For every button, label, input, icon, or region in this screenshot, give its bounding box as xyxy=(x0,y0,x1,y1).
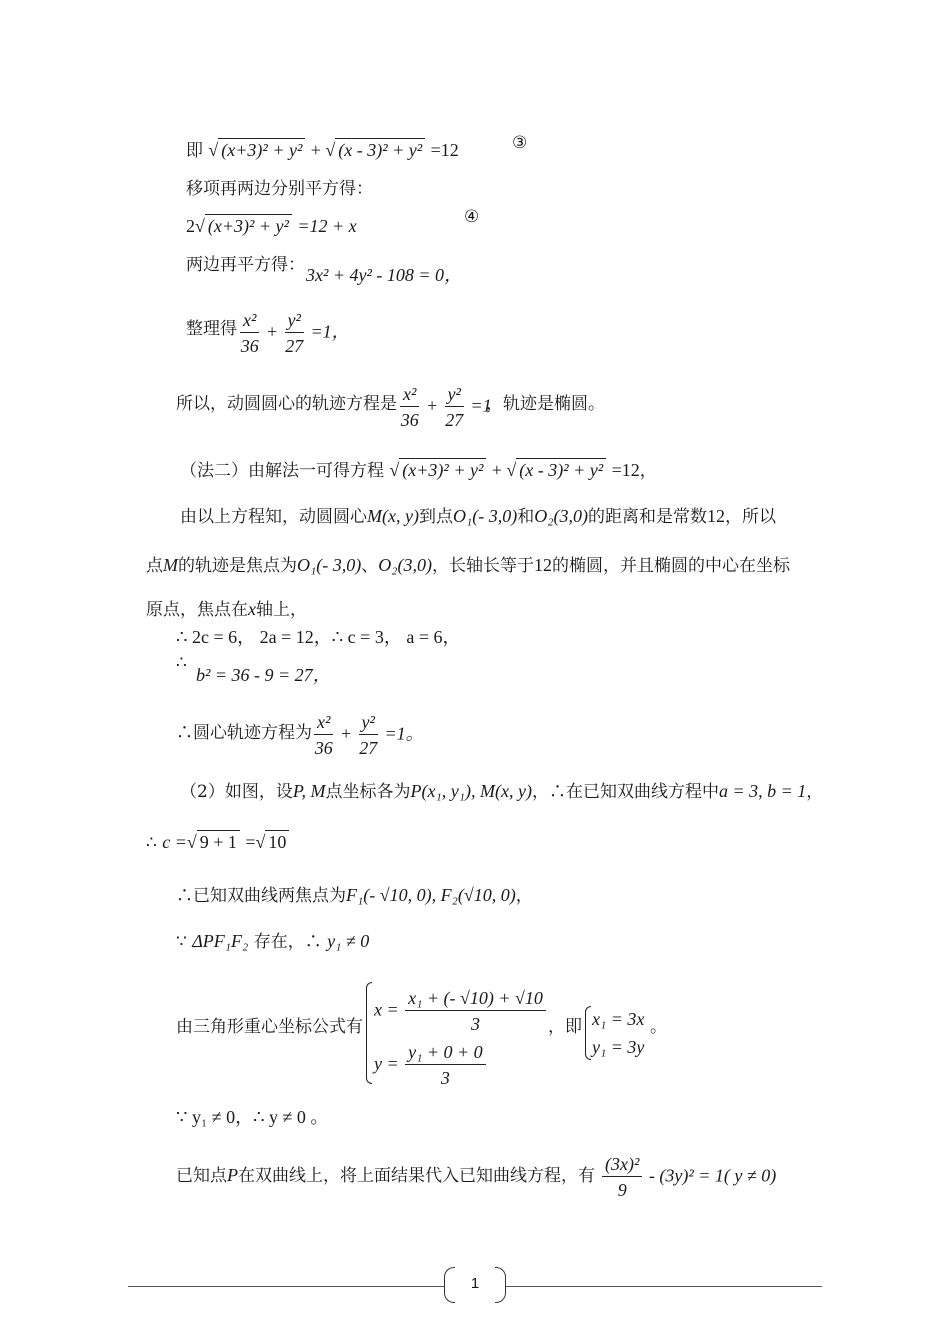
sqrt-term: (x - 3)² + y² xyxy=(516,458,606,481)
eq: 3x² + 4y² - 108 = 0 xyxy=(306,265,445,285)
text: 由以上方程知，动圆圆心 xyxy=(180,507,367,527)
denominator: 9 xyxy=(617,1180,627,1200)
text: 和 xyxy=(517,507,535,527)
math: O₂(3,0) xyxy=(378,555,432,575)
sqrt-term: (x - 3)² + y² xyxy=(335,138,425,161)
math: c = xyxy=(162,832,187,852)
equation-line: （法二）由解法一可得方程 √ (x+3)² + y² + √ (x - 3)² + y² =12， xyxy=(180,460,657,481)
text: 的距离和是常数 xyxy=(587,507,707,527)
text: 的轨迹是焦点为 xyxy=(178,556,297,576)
numerator: x² xyxy=(314,710,333,735)
equation-line-4: 2√ (x+3)² + y² =12 + x xyxy=(186,216,357,236)
text-line xyxy=(176,884,533,907)
coef: 2 xyxy=(186,216,195,236)
text: ∴ xyxy=(146,833,157,853)
text: ， xyxy=(515,886,533,906)
text-line xyxy=(176,1164,595,1187)
sqrt-term: 9 + 1 xyxy=(197,830,240,853)
text: 点坐标各为 xyxy=(325,782,411,802)
numerator: y² xyxy=(445,382,464,407)
math: ΔPF₁F₂ xyxy=(192,931,249,951)
denominator: 36 xyxy=(240,336,259,356)
punct: ， xyxy=(639,461,657,481)
punct: 。 xyxy=(405,723,424,744)
text: 在双曲线上，将上面结果代入已知曲线方程，有 xyxy=(238,1166,595,1186)
math: O₁(- 3,0) xyxy=(297,555,362,575)
sqrt-term: (x+3)² + y² xyxy=(218,138,305,161)
numerator: x² xyxy=(400,382,419,407)
math: P(x₁, y₁), M(x, y) xyxy=(410,781,532,801)
math: 12 xyxy=(706,506,725,526)
sqrt-term: (x+3)² + y² xyxy=(205,214,292,237)
left-brace xyxy=(366,982,372,1084)
rhs: =12 xyxy=(430,140,459,160)
math: O₂(3,0) xyxy=(534,506,588,526)
numerator: x₁ + (- √10) + √10 xyxy=(405,986,546,1011)
equation-line-3: 即 √ (x+3)² + y² + √ (x - 3)² + y² =12 xyxy=(186,140,459,161)
equation-marker-3: ③ xyxy=(512,133,528,153)
equation xyxy=(196,664,331,686)
math: x xyxy=(248,599,256,619)
text-line: ，即 xyxy=(548,1017,582,1037)
text: ∵ xyxy=(176,932,187,952)
denominator: 3 xyxy=(471,1014,481,1034)
math: M(x, y) xyxy=(367,506,419,526)
math: a = 3, b = 1 xyxy=(718,781,807,801)
page-number-box xyxy=(444,1267,506,1303)
text-line xyxy=(146,554,790,577)
numerator: y² xyxy=(285,308,304,333)
numerator: y² xyxy=(359,710,378,735)
math: = xyxy=(245,832,256,852)
rhs: =12 + x xyxy=(297,216,357,236)
lhs: y = xyxy=(374,1053,399,1074)
text: 存在，∴ xyxy=(253,932,322,952)
text-line: 。 xyxy=(650,1017,667,1037)
text: ，长轴长等于 xyxy=(432,556,534,576)
text: 即 xyxy=(186,141,203,161)
result-x: x₁ = 3x xyxy=(592,1009,645,1029)
denominator: 36 xyxy=(400,410,419,430)
math: y₁ ≠ 0 xyxy=(327,931,370,951)
rhs: =12 xyxy=(611,460,640,480)
denominator: 3 xyxy=(440,1068,450,1088)
text-line xyxy=(186,254,305,276)
text: ， xyxy=(806,782,824,802)
math: P, M xyxy=(292,781,326,801)
text: ∴已知双曲线两焦点为 xyxy=(176,886,346,906)
denominator: 27 xyxy=(445,410,464,430)
equation: ∴ 2c = 6， 2a = 12，∴ c = 3， a = 6， xyxy=(176,627,461,647)
sqrt-term: (x+3)² + y² xyxy=(399,458,486,481)
numerator: x² xyxy=(240,308,259,333)
text: ，∴在已知双曲线方程中 xyxy=(531,782,719,802)
numerator: (3x)² xyxy=(602,1152,642,1177)
math: F₁(- √10, 0), F₂(√10, 0) xyxy=(346,885,516,905)
text-line: 移项再两边分别平方得： xyxy=(186,179,373,199)
text-line: 由三角形重心坐标公式有 xyxy=(176,1017,363,1037)
centroid-y xyxy=(374,1040,488,1091)
equation-marker-4: ④ xyxy=(464,207,480,227)
equation: ∴ c =√ 9 + 1 =√ 10 xyxy=(146,830,289,854)
left-brace xyxy=(585,1006,591,1060)
punct: ， xyxy=(312,665,331,685)
denominator: 27 xyxy=(285,336,304,356)
fraction-equation: $\frac{\text{x²}}{36}$ + $\frac{\text{y²}}{27}$ =1， xyxy=(238,308,350,359)
text: 、 xyxy=(361,556,379,576)
punct: ， xyxy=(331,321,350,342)
rhs: =1 xyxy=(310,321,332,342)
numerator: y₁ + 0 + 0 xyxy=(405,1040,486,1065)
text: 到点 xyxy=(418,507,453,527)
page-number: 1 xyxy=(470,1275,480,1292)
eq: b² = 36 - 9 = 27 xyxy=(196,665,313,685)
denominator: 27 xyxy=(359,738,378,758)
fraction-equation: $\frac{\text{x²}}{36}$ + $\frac{\text{y²}}{27}$ =1。 xyxy=(312,710,424,761)
text: 两边再平方得： xyxy=(186,255,305,275)
text: 原点，焦点在 xyxy=(146,600,248,620)
text-line: 整理得 xyxy=(186,319,237,339)
result-y: y₁ = 3y xyxy=(592,1037,645,1057)
text-line: ∴圆心轨迹方程为 xyxy=(176,723,312,743)
lhs: x = xyxy=(374,999,399,1020)
text: 已知点 xyxy=(176,1166,227,1186)
equation xyxy=(306,264,462,286)
equation: ∵ y₁ ≠ 0，∴ y ≠ 0 。 xyxy=(176,1107,329,1127)
rhs: =1 xyxy=(384,723,406,744)
fraction-equation: $\frac{\text{x²}}{36}$ + $\frac{\text{y²}}{27}$ =1 xyxy=(398,382,492,433)
sqrt-term: 10 xyxy=(265,830,289,853)
text-line xyxy=(176,930,369,953)
text-line xyxy=(180,505,776,528)
text-line: ，轨迹是椭圆。 xyxy=(486,394,605,414)
text-line: 所以，动圆圆心的轨迹方程是 xyxy=(176,394,397,414)
math: P xyxy=(227,1165,238,1185)
rest: - (3y)² = 1( y ≠ 0) xyxy=(648,1165,777,1186)
denominator: 36 xyxy=(314,738,333,758)
footer-rule-right xyxy=(506,1286,822,1287)
centroid-x xyxy=(374,986,548,1037)
hyperbola-equation xyxy=(600,1152,776,1203)
text: （法二）由解法一可得方程 xyxy=(180,461,384,481)
math: O₁(- 3,0) xyxy=(452,506,518,526)
text-line: ∴ xyxy=(176,653,187,673)
math: M xyxy=(163,555,178,575)
footer-rule-left xyxy=(128,1286,444,1287)
text: 轴上， xyxy=(256,600,307,620)
math: 12 xyxy=(534,555,552,575)
text-line xyxy=(146,598,307,621)
text: 点 xyxy=(146,556,163,576)
punct: ， xyxy=(444,265,463,285)
text: （2）如图，设 xyxy=(180,782,293,802)
text-line xyxy=(180,780,823,803)
text: 的椭圆，并且椭圆的中心在坐标 xyxy=(552,556,790,576)
rhs: =1 xyxy=(470,395,492,416)
text: ，所以 xyxy=(724,507,776,527)
